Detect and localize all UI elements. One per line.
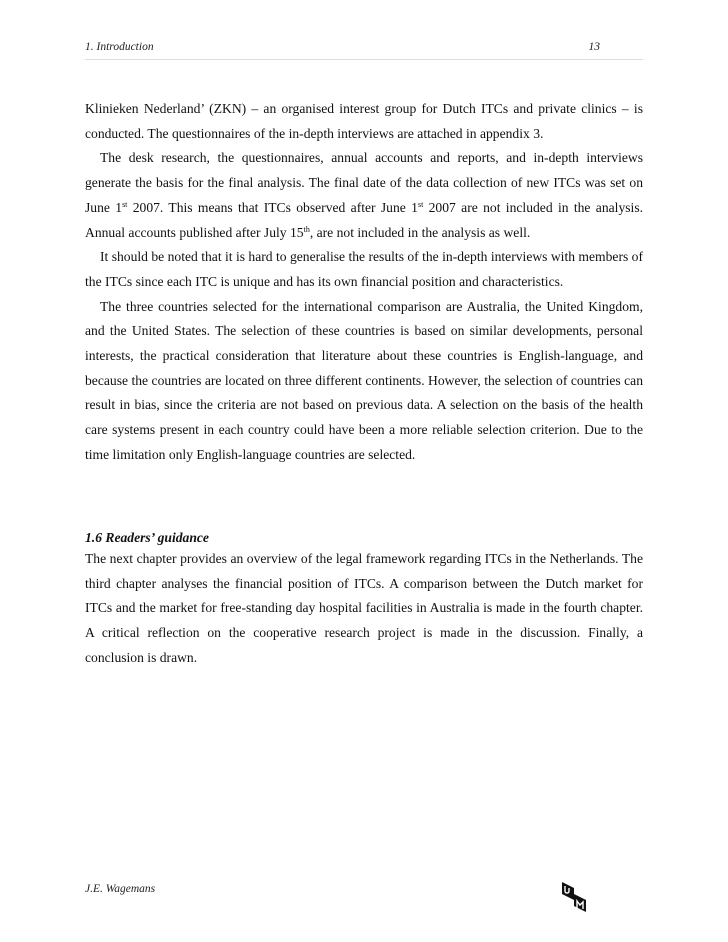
header-divider	[85, 59, 643, 60]
section-paragraph: The next chapter provides an overview of the legal framework regarding ITCs in the Netherlands. The third chapter analyses the financial position of ITCs. A comparison between the Dutch market for ITCs and the market for free-standing day hospital facilities in Australia is made in the fourth chapter. A critical reflection on the cooperative research project is made in the discussion. Finally, a conclusion is drawn.	[85, 551, 643, 665]
page-number: 13	[588, 41, 600, 53]
body-text	[85, 97, 643, 468]
footer-author: J.E. Wagemans	[85, 883, 156, 895]
paragraph-1: Klinieken Nederland’ (ZKN) – an organised interest group for Dutch ITCs and private clinics – is conducted. The questionnaires of the in-depth interviews are attached in appendix 3.	[85, 101, 643, 141]
running-header	[85, 41, 600, 53]
readers-guidance-section	[85, 528, 643, 671]
paragraph-2: The desk research, the questionnaires, annual accounts and reports, and in-depth interviews generate the basis for the final analysis. The final date of the data collection of new ITCs was set on June 1st 2007. This means that ITCs observed after June 1st 2007 are not included in the analysis. Annual accounts published after July 15th, are not included in the analysis as well.	[85, 150, 644, 240]
chapter-title: 1. Introduction	[85, 41, 154, 53]
university-logo-icon	[560, 880, 588, 914]
section-heading: 1.6 Readers’ guidance	[85, 530, 209, 545]
paragraph-4: The three countries selected for the international comparison are Australia, the United Kingdom, and the United States. The selection of these countries is based on similar developments, personal interests, the practical consideration that literature about these countries is English-language, and because the countries are located on three different continents. However, the selection of countries can result in bias, since the criteria are not based on previous data. A selection on the basis of the health care systems present in each country could have been a more reliable selection criterion. Due to the time limitation only English-language countries are selected.	[85, 298, 643, 462]
paragraph-3: It should be noted that it is hard to generalise the results of the in-depth interviews with members of the ITCs since each ITC is unique and has its own financial position and characteristics.	[85, 249, 643, 289]
